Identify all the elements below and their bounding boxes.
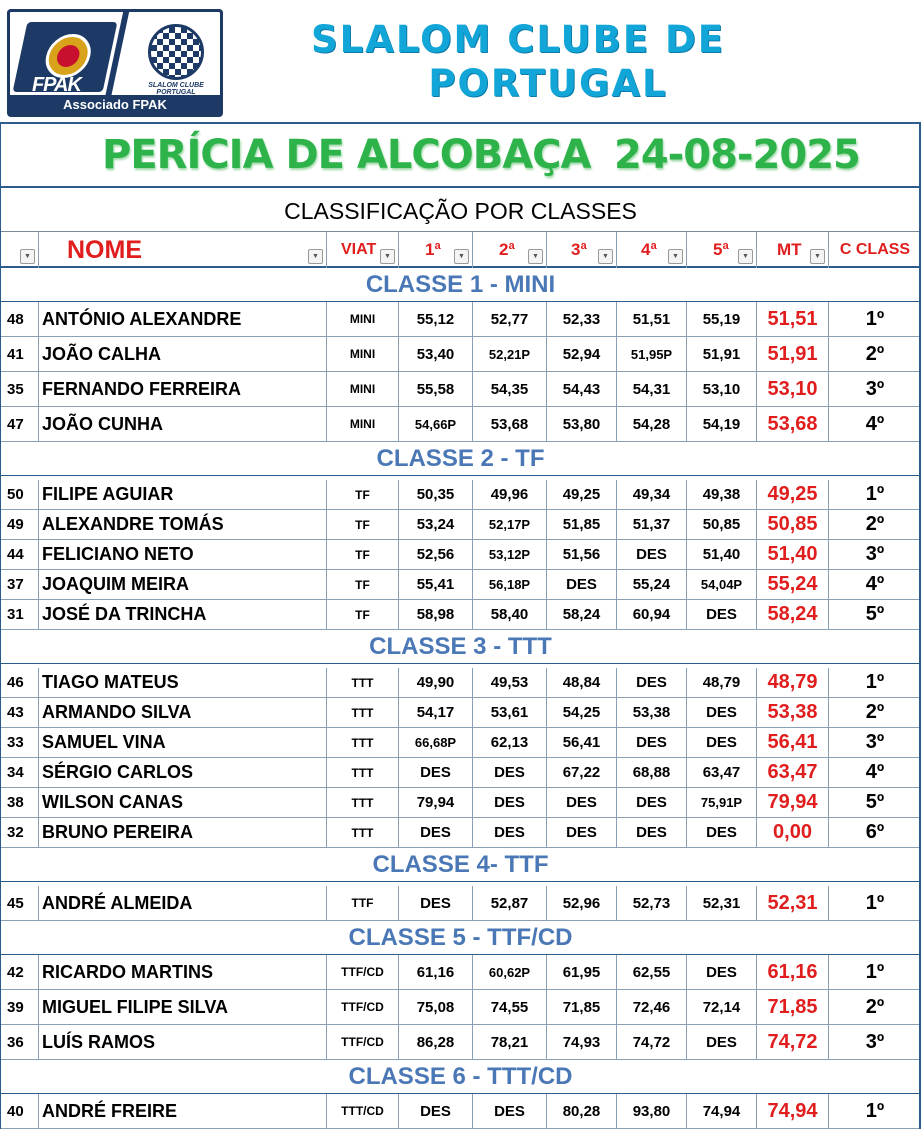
class-header: CLASSE 3 - TTT — [0, 630, 921, 664]
pos-cell: 4º — [828, 570, 921, 599]
nome-header-label: NOME — [67, 236, 142, 264]
t2-column-header — [472, 232, 546, 268]
mt-cell: 71,85 — [756, 990, 828, 1024]
mt-column-header — [756, 232, 828, 268]
t4-cell: DES — [616, 540, 686, 569]
t5-cell: DES — [686, 955, 756, 989]
t4-cell: 93,80 — [616, 1094, 686, 1128]
t2-cell: 58,40 — [472, 600, 546, 629]
nome-filter-dropdown-icon[interactable]: ▼ — [308, 249, 323, 264]
t3-cell: 71,85 — [546, 990, 616, 1024]
t2-cell: 53,12P — [472, 540, 546, 569]
t5-cell: 49,38 — [686, 480, 756, 509]
t1-cell: 86,28 — [398, 1025, 472, 1059]
table-row — [0, 540, 921, 570]
num-cell: 36 — [7, 1033, 24, 1051]
t5-cell: 53,10 — [686, 372, 756, 406]
cclass-column-header — [828, 232, 921, 268]
viat-cell: TTF/CD — [326, 955, 398, 989]
t2-filter-dropdown-icon[interactable]: ▼ — [528, 249, 543, 264]
t4-cell: 51,37 — [616, 510, 686, 539]
t4-cell: 54,31 — [616, 372, 686, 406]
t2-cell: DES — [472, 758, 546, 787]
pos-cell: 4º — [828, 407, 921, 441]
t1-cell: 52,56 — [398, 540, 472, 569]
t4-cell: 53,38 — [616, 698, 686, 727]
t3-cell: 74,93 — [546, 1025, 616, 1059]
pos-cell: 1º — [828, 886, 921, 920]
mt-cell: 48,79 — [756, 668, 828, 697]
t1-cell: 75,08 — [398, 990, 472, 1024]
fpak-crest-icon — [42, 34, 95, 78]
mt-cell: 50,85 — [756, 510, 828, 539]
table-row — [0, 302, 921, 337]
mt-cell: 55,24 — [756, 570, 828, 599]
viat-cell: MINI — [326, 372, 398, 406]
num-cell: 43 — [7, 704, 24, 721]
t5-cell: 54,04P — [686, 570, 756, 599]
page-header — [0, 0, 921, 124]
t5-cell: DES — [686, 818, 756, 847]
table-row — [0, 1025, 921, 1060]
fpak-association-logo — [7, 9, 223, 117]
t4-cell: 54,28 — [616, 407, 686, 441]
num-filter-dropdown-icon[interactable]: ▼ — [20, 249, 35, 264]
t3-cell: 54,43 — [546, 372, 616, 406]
viat-cell: TTF/CD — [326, 1025, 398, 1059]
event-date: 24-08-2025 — [614, 132, 860, 178]
num-cell: 40 — [7, 1102, 24, 1120]
t3-cell: 52,33 — [546, 302, 616, 336]
mt-cell: 53,68 — [756, 407, 828, 441]
num-cell: 31 — [7, 606, 24, 623]
mt-cell: 52,31 — [756, 886, 828, 920]
name-cell: SÉRGIO CARLOS — [38, 758, 326, 787]
t1-cell: 66,68P — [398, 728, 472, 757]
viat-cell: TTT — [326, 818, 398, 847]
t1-column-header — [398, 232, 472, 268]
t4-cell: 68,88 — [616, 758, 686, 787]
num-column-header — [0, 232, 38, 268]
name-cell: BRUNO PEREIRA — [38, 818, 326, 847]
table-row — [0, 510, 921, 540]
num-cell: 37 — [7, 576, 24, 593]
pos-cell: 2º — [828, 510, 921, 539]
t1-cell: 54,17 — [398, 698, 472, 727]
t5-cell: DES — [686, 728, 756, 757]
club-title-line-1: SLALOM CLUBE DE — [310, 18, 726, 61]
t5-cell: 72,14 — [686, 990, 756, 1024]
t2-cell: 52,77 — [472, 302, 546, 336]
t4-cell: 52,73 — [616, 886, 686, 920]
t2-cell: DES — [472, 818, 546, 847]
viat-column-header — [326, 232, 398, 268]
t3-filter-dropdown-icon[interactable]: ▼ — [598, 249, 613, 264]
num-cell: 35 — [7, 380, 24, 398]
viat-cell: TF — [326, 540, 398, 569]
t2-cell: 54,35 — [472, 372, 546, 406]
t2-cell: 56,18P — [472, 570, 546, 599]
t2-cell: 52,87 — [472, 886, 546, 920]
t2-cell: 53,68 — [472, 407, 546, 441]
num-cell: 32 — [7, 824, 24, 841]
t4-cell: DES — [616, 788, 686, 817]
name-cell: SAMUEL VINA — [38, 728, 326, 757]
pos-cell: 2º — [828, 698, 921, 727]
name-cell: JOÃO CALHA — [38, 337, 326, 371]
t1-cell: DES — [398, 1094, 472, 1128]
t4-header-label: 4ª — [641, 240, 657, 259]
t1-header-label: 1ª — [425, 240, 441, 259]
t3-cell: 53,80 — [546, 407, 616, 441]
t1-cell: DES — [398, 818, 472, 847]
name-cell: TIAGO MATEUS — [38, 668, 326, 697]
name-cell: FILIPE AGUIAR — [38, 480, 326, 509]
pos-cell: 3º — [828, 728, 921, 757]
t3-column-header — [546, 232, 616, 268]
t4-cell: 62,55 — [616, 955, 686, 989]
checkered-flag-icon — [148, 24, 204, 80]
mt-header-label: MT — [777, 240, 802, 259]
viat-cell: TTT — [326, 788, 398, 817]
t2-cell: 74,55 — [472, 990, 546, 1024]
mt-filter-dropdown-icon[interactable]: ▼ — [810, 249, 825, 264]
t2-cell: 53,61 — [472, 698, 546, 727]
table-row — [0, 668, 921, 698]
viat-cell: MINI — [326, 337, 398, 371]
viat-filter-dropdown-icon[interactable]: ▼ — [380, 249, 395, 264]
table-row — [0, 990, 921, 1025]
t5-column-header — [686, 232, 756, 268]
t4-cell: DES — [616, 728, 686, 757]
t5-cell: DES — [686, 698, 756, 727]
num-cell: 44 — [7, 546, 24, 563]
num-cell: 50 — [7, 486, 24, 503]
mt-cell: 53,38 — [756, 698, 828, 727]
t4-cell: 74,72 — [616, 1025, 686, 1059]
table-row — [0, 1094, 921, 1129]
mt-cell: 49,25 — [756, 480, 828, 509]
num-cell: 46 — [7, 674, 24, 691]
column-header-row — [0, 232, 921, 268]
t1-cell: 55,41 — [398, 570, 472, 599]
mt-cell: 51,40 — [756, 540, 828, 569]
pos-cell: 1º — [828, 1094, 921, 1128]
t3-cell: 67,22 — [546, 758, 616, 787]
viat-cell: TTT/CD — [326, 1094, 398, 1128]
t1-cell: 50,35 — [398, 480, 472, 509]
t5-header-label: 5ª — [713, 240, 729, 259]
table-row — [0, 758, 921, 788]
viat-cell: TTT — [326, 728, 398, 757]
mt-cell: 79,94 — [756, 788, 828, 817]
name-cell: RICARDO MARTINS — [38, 955, 326, 989]
t1-cell: 55,12 — [398, 302, 472, 336]
mt-cell: 63,47 — [756, 758, 828, 787]
table-row — [0, 407, 921, 442]
t3-cell: DES — [546, 788, 616, 817]
t1-cell: 79,94 — [398, 788, 472, 817]
t4-cell: DES — [616, 818, 686, 847]
viat-cell: MINI — [326, 407, 398, 441]
name-cell: JOAQUIM MEIRA — [38, 570, 326, 599]
t1-cell: 53,24 — [398, 510, 472, 539]
name-cell: MIGUEL FILIPE SILVA — [38, 990, 326, 1024]
class-header: CLASSE 2 - TF — [0, 442, 921, 476]
t5-cell: 63,47 — [686, 758, 756, 787]
pos-cell: 1º — [828, 668, 921, 697]
t3-cell: 52,96 — [546, 886, 616, 920]
table-row — [0, 955, 921, 990]
t1-cell: 54,66P — [398, 407, 472, 441]
mt-cell: 61,16 — [756, 955, 828, 989]
num-cell: 34 — [7, 764, 24, 781]
t3-cell: 49,25 — [546, 480, 616, 509]
table-row — [0, 337, 921, 372]
name-cell: ALEXANDRE TOMÁS — [38, 510, 326, 539]
t3-cell: 56,41 — [546, 728, 616, 757]
t4-cell: 51,95P — [616, 337, 686, 371]
table-row — [0, 788, 921, 818]
viat-cell: TF — [326, 600, 398, 629]
pos-cell: 5º — [828, 788, 921, 817]
mt-cell: 53,10 — [756, 372, 828, 406]
num-cell: 42 — [7, 963, 24, 981]
mt-cell: 74,72 — [756, 1025, 828, 1059]
class-header: CLASSE 5 - TTF/CD — [0, 921, 921, 955]
club-title — [238, 18, 798, 106]
t3-cell: 80,28 — [546, 1094, 616, 1128]
cclass-header-label: C CLASS — [839, 241, 911, 258]
t3-cell: 51,56 — [546, 540, 616, 569]
t5-cell: 75,91P — [686, 788, 756, 817]
name-cell: ARMANDO SILVA — [38, 698, 326, 727]
t3-cell: DES — [546, 818, 616, 847]
table-row — [0, 372, 921, 407]
pos-cell: 1º — [828, 480, 921, 509]
event-name: PERÍCIA DE ALCOBAÇA — [102, 132, 591, 178]
t1-cell: 58,98 — [398, 600, 472, 629]
t2-cell: 52,21P — [472, 337, 546, 371]
t4-cell: 72,46 — [616, 990, 686, 1024]
t2-cell: 52,17P — [472, 510, 546, 539]
t2-cell: 49,53 — [472, 668, 546, 697]
pos-cell: 1º — [828, 955, 921, 989]
t3-cell: 51,85 — [546, 510, 616, 539]
name-cell: FELICIANO NETO — [38, 540, 326, 569]
t1-cell: 49,90 — [398, 668, 472, 697]
table-row — [0, 818, 921, 848]
t3-cell: 48,84 — [546, 668, 616, 697]
t2-cell: 49,96 — [472, 480, 546, 509]
nome-column-header — [38, 232, 326, 268]
t3-cell: 52,94 — [546, 337, 616, 371]
t3-cell: DES — [546, 570, 616, 599]
t5-cell: DES — [686, 1025, 756, 1059]
associado-fpak-label: Associado FPAK — [63, 97, 167, 112]
table-row — [0, 600, 921, 630]
viat-cell: MINI — [326, 302, 398, 336]
pos-cell: 5º — [828, 600, 921, 629]
t3-header-label: 3ª — [571, 240, 587, 259]
t5-cell: 48,79 — [686, 668, 756, 697]
viat-cell: TF — [326, 480, 398, 509]
t5-cell: DES — [686, 600, 756, 629]
table-row — [0, 886, 921, 921]
viat-cell: TF — [326, 570, 398, 599]
t1-filter-dropdown-icon[interactable]: ▼ — [454, 249, 469, 264]
logo-top-panel — [7, 9, 223, 95]
mt-cell: 51,91 — [756, 337, 828, 371]
table-row — [0, 728, 921, 758]
num-cell: 38 — [7, 794, 24, 811]
t4-cell: 49,34 — [616, 480, 686, 509]
viat-cell: TTT — [326, 698, 398, 727]
fpak-logo-text: FPAK — [31, 74, 81, 96]
scp-logo-text: SLALOM CLUBE PORTUGAL — [148, 82, 204, 96]
mt-cell: 58,24 — [756, 600, 828, 629]
t4-cell: 60,94 — [616, 600, 686, 629]
t3-cell: 58,24 — [546, 600, 616, 629]
pos-cell: 6º — [828, 818, 921, 847]
num-cell: 41 — [7, 345, 24, 363]
num-cell: 45 — [7, 894, 24, 912]
t4-column-header — [616, 232, 686, 268]
num-cell: 47 — [7, 415, 24, 433]
t3-cell: 61,95 — [546, 955, 616, 989]
class-header: CLASSE 4- TTF — [0, 848, 921, 882]
t2-cell: 62,13 — [472, 728, 546, 757]
event-title-row — [0, 124, 921, 188]
name-cell: JOSÉ DA TRINCHA — [38, 600, 326, 629]
viat-cell: TTT — [326, 758, 398, 787]
mt-cell: 56,41 — [756, 728, 828, 757]
num-cell: 49 — [7, 516, 24, 533]
name-cell: LUÍS RAMOS — [38, 1025, 326, 1059]
pos-cell: 3º — [828, 372, 921, 406]
class-header: CLASSE 1 - MINI — [0, 268, 921, 302]
class-header: CLASSE 6 - TTT/CD — [0, 1060, 921, 1094]
t1-cell: DES — [398, 886, 472, 920]
name-cell: ANTÓNIO ALEXANDRE — [38, 302, 326, 336]
pos-cell: 2º — [828, 990, 921, 1024]
t2-cell: 60,62P — [472, 955, 546, 989]
viat-header-label: VIAT — [341, 241, 377, 258]
t2-header-label: 2ª — [499, 240, 515, 259]
table-row — [0, 570, 921, 600]
t1-cell: DES — [398, 758, 472, 787]
viat-cell: TTT — [326, 668, 398, 697]
t2-cell: 78,21 — [472, 1025, 546, 1059]
viat-cell: TTF/CD — [326, 990, 398, 1024]
t1-cell: 61,16 — [398, 955, 472, 989]
t5-cell: 52,31 — [686, 886, 756, 920]
t4-cell: 55,24 — [616, 570, 686, 599]
table-row — [0, 480, 921, 510]
t1-cell: 55,58 — [398, 372, 472, 406]
t5-cell: 51,91 — [686, 337, 756, 371]
t5-cell: 54,19 — [686, 407, 756, 441]
t2-cell: DES — [472, 788, 546, 817]
name-cell: FERNANDO FERREIRA — [38, 372, 326, 406]
pos-cell: 4º — [828, 758, 921, 787]
classification-subtitle: CLASSIFICAÇÃO POR CLASSES — [0, 190, 921, 232]
num-cell: 33 — [7, 734, 24, 751]
pos-cell: 3º — [828, 540, 921, 569]
mt-cell: 51,51 — [756, 302, 828, 336]
t5-cell: 55,19 — [686, 302, 756, 336]
name-cell: ANDRÉ FREIRE — [38, 1094, 326, 1128]
name-cell: ANDRÉ ALMEIDA — [38, 886, 326, 920]
t5-cell: 74,94 — [686, 1094, 756, 1128]
viat-cell: TTF — [326, 886, 398, 920]
mt-cell: 0,00 — [756, 818, 828, 847]
t3-cell: 54,25 — [546, 698, 616, 727]
club-title-line-2: PORTUGAL — [428, 62, 668, 105]
pos-cell: 2º — [828, 337, 921, 371]
fpak-crest-center — [55, 45, 82, 67]
table-left-border — [0, 124, 1, 1129]
t1-cell: 53,40 — [398, 337, 472, 371]
t5-cell: 50,85 — [686, 510, 756, 539]
fpak-emblem — [13, 22, 118, 96]
name-cell: JOÃO CUNHA — [38, 407, 326, 441]
t4-filter-dropdown-icon[interactable]: ▼ — [668, 249, 683, 264]
pos-cell: 1º — [828, 302, 921, 336]
t5-filter-dropdown-icon[interactable]: ▼ — [738, 249, 753, 264]
name-cell: WILSON CANAS — [38, 788, 326, 817]
table-row — [0, 698, 921, 728]
viat-cell: TF — [326, 510, 398, 539]
t5-cell: 51,40 — [686, 540, 756, 569]
t4-cell: 51,51 — [616, 302, 686, 336]
mt-cell: 74,94 — [756, 1094, 828, 1128]
num-cell: 39 — [7, 998, 24, 1016]
num-cell: 48 — [7, 310, 24, 328]
t4-cell: DES — [616, 668, 686, 697]
pos-cell: 3º — [828, 1025, 921, 1059]
t2-cell: DES — [472, 1094, 546, 1128]
